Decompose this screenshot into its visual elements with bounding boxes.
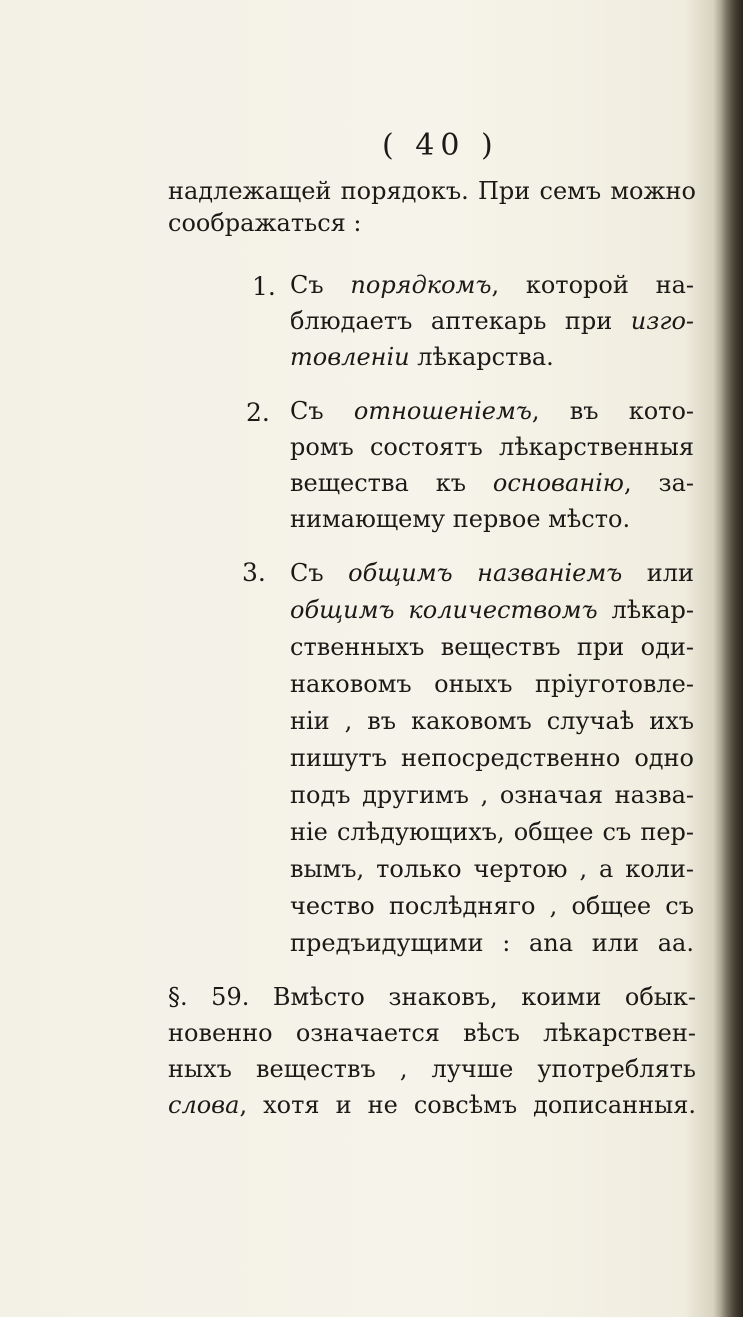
italic-term: названіемъ — [477, 559, 623, 587]
italic-term: основанію — [492, 469, 624, 497]
list-item-line: наковомъ оныхъ пріуготовле- — [290, 670, 694, 698]
list-number: 3. — [242, 558, 266, 587]
list-item-line: вымъ, только чертою , а коли- — [290, 855, 694, 883]
italic-term: изго- — [630, 307, 694, 335]
paragraph-line: новенно означается вѣсъ лѣкарствен- — [168, 1019, 696, 1047]
intro-line: надлежащей порядокъ. При семъ можно — [168, 177, 696, 205]
italic-term: товленіи — [290, 343, 410, 371]
list-item-line: пишутъ непосредственно одно — [290, 744, 694, 772]
italic-term: слова — [168, 1091, 240, 1119]
list-item-line: вещества къ основанію, за- — [290, 469, 694, 497]
paragraph-line: §. 59. Вмѣсто знаковъ, коими обык- — [168, 983, 696, 1011]
italic-term: количествомъ — [408, 596, 598, 624]
list-item-line: ніе слѣдующихъ, общее съ пер- — [290, 818, 694, 846]
list-item-line: Съ порядкомъ, которой на- — [290, 271, 694, 299]
list-item-line: предъидущими : ana или aa. — [290, 929, 694, 957]
list-item-line: блюдаетъ аптекарь при изго- — [290, 307, 694, 335]
list-item-line: чество послѣдняго , общее съ — [290, 892, 694, 920]
book-spine-shadow — [721, 0, 743, 1317]
list-item-line: Съ отношеніемъ, въ кото- — [290, 397, 695, 425]
list-item-line: нимающему первое мѣсто. — [290, 505, 631, 533]
list-number: 1. — [252, 272, 276, 301]
list-item-line: общимъ количествомъ лѣкар- — [290, 596, 694, 624]
list-item-line: Съ общимъ названіемъ или — [290, 559, 694, 587]
list-number: 2. — [246, 398, 270, 427]
list-item-line: товленіи лѣкарства. — [290, 343, 554, 371]
italic-term: общимъ — [348, 559, 453, 587]
paragraph-line: слова, хотя и не совсѣмъ дописанныя. — [168, 1091, 696, 1119]
list-item-line: ромъ состоятъ лѣкарственныя — [290, 433, 694, 461]
italic-term: отношеніемъ — [353, 397, 532, 425]
italic-term: общимъ — [290, 596, 395, 624]
italic-term: порядкомъ — [350, 271, 492, 299]
list-item-line: подъ другимъ , означая назва- — [290, 781, 694, 809]
page-number: ( 40 ) — [382, 128, 499, 163]
intro-line: соображаться : — [168, 209, 362, 237]
paragraph-line: ныхъ веществъ , лучше употреблять — [168, 1055, 696, 1083]
list-item-line: ственныхъ веществъ при оди- — [290, 633, 694, 661]
list-item-line: ніи , въ каковомъ случаѣ ихъ — [290, 707, 694, 735]
